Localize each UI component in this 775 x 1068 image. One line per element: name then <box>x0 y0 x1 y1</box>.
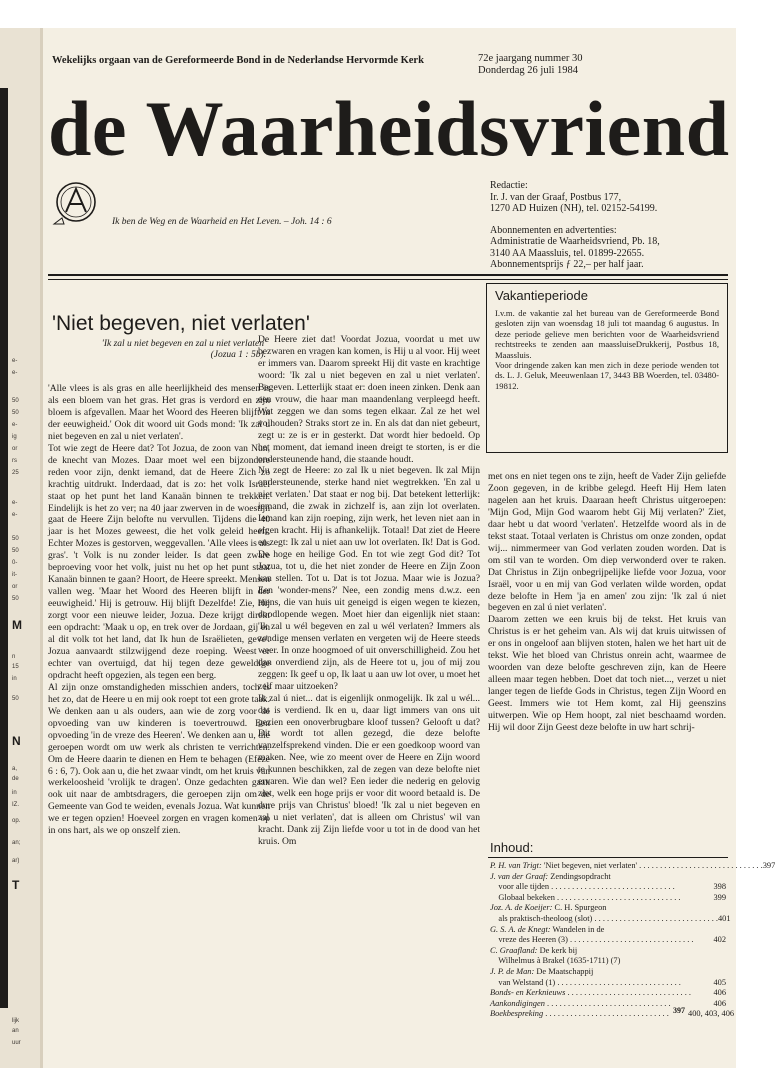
article-paragraph: Nu zegt de Heere: zo zal Ik u niet begeven. Ik zal Mijn ondersteunende, sterke hand niet wegtrekken. 'En zal u niet verlaten.' Dat staat er nog bij. Dat betekent letterlijk: iemand, die zwak in zichzelf is, aan zijn lot overlaten. Iemand kan zijn roeping, zijn werk, het leven niet aan in eigen kracht. Hij is afhankelijk. Totaal! Dat ziet de Heere en zegt: Ik zal u niet aan uw lot overlaten. Ik! Dat is God. De hoge en heilige God. En tot wie zegt God dit? Tot Jozua, tot u, die het niet zonder de Heere en Zijn Zoon kan stellen. Tot u. Dat is tot Jozua. Maar wie is Jozua? Een 'wonder-mens?' Nee, een zondig mens d.w.z. een mens, die van huis uit geneigd is eigen wegen te kiezen, doodlopende wegen. Moet hier dan eigenlijk niet staan: 'Ik zal u wél begeven en zal u wél verlaten? Immers als zondige mensen verlaten en vergeten wij de Heere steeds weer. In onze hoogmoed of uit onverschilligheid. Zou het dan onverdiend zijn, als de Heere tot u, jou of mij zou zeggen: Ik geef u op, Ik laat u aan uw lot over, u moet het zelf maar uitzoeken? <box>258 465 480 692</box>
toc-leader-dots: . . . . . . . . . . . . . . . . . . . . . . . . . . . . . . <box>567 935 694 945</box>
margin-fragment: in <box>12 790 17 796</box>
toc-entry <box>490 913 731 925</box>
toc-leader-dots: . . . . . . . . . . . . . . . . . . . . . . . . . . . . . . <box>544 998 671 1008</box>
margin-fragment: e- <box>12 422 18 428</box>
margin-fragment: 50 <box>12 548 19 554</box>
toc-entry-page: 406 <box>713 998 726 1008</box>
toc-entry-text <box>490 914 718 925</box>
margin-fragment: 50 <box>12 410 19 416</box>
margin-fragment: rs <box>12 458 17 464</box>
header-divider-thin <box>48 279 728 280</box>
toc-entry-title: voor alle tijden <box>490 882 550 892</box>
toc-entry-page: 398 <box>713 882 726 892</box>
redactie-label: Redactie: <box>490 180 528 191</box>
toc-entry-author: P. H. van Trigt: <box>490 861 542 870</box>
toc-entry-text <box>490 882 688 893</box>
toc-entry-text <box>490 903 688 914</box>
toc-leader-dots: . . . . . . . . . . . . . . . . . . . . . . . . . . . . . . <box>592 913 718 923</box>
toc-entry-title: Globaal bekeken <box>490 892 555 902</box>
redactie-line: Ir. J. van der Graaf, Postbus 177, <box>490 191 622 203</box>
epigraph-text: 'Ik zal u niet begeven en zal u niet verlaten' <box>101 339 266 349</box>
toc-entry-page: 402 <box>713 935 726 945</box>
toc-entry <box>490 978 726 989</box>
toc-entry-text <box>490 988 691 999</box>
page-edge-shadow <box>40 28 43 1068</box>
toc-entry-text <box>490 999 688 1010</box>
margin-fragment: 50 <box>12 596 19 602</box>
toc-divider <box>488 857 728 858</box>
toc-entry-text <box>490 946 688 957</box>
vacation-notice-box <box>486 283 728 453</box>
toc-entry-text <box>490 861 763 872</box>
toc-entry <box>490 1009 735 1020</box>
toc-entry <box>490 988 726 999</box>
page-number: 397 <box>673 1006 685 1015</box>
article-title: 'Niet begeven, niet verlaten' <box>52 312 310 335</box>
issue-info <box>478 53 582 77</box>
toc-entry-title: Wandelen in de <box>550 924 605 934</box>
abonnementen-line: 3140 AA Maassluis, tel. 01899-22655. <box>490 247 645 259</box>
margin-fragment: op. <box>12 818 21 824</box>
toc-leader-dots: . . . . . . . . . . . . . . . . . . . . . . . . . . . . . . <box>554 892 681 902</box>
margin-fragment: 25 <box>12 470 19 476</box>
toc-entry-author: J. P. de Man: <box>490 966 535 976</box>
article-paragraph: met ons en niet tegen ons te zijn, heeft de Vader Zijn geliefde Zoon gegeven, in de kribbe gelegd. Heeft Hij Hem laten nagelen aan het kruis. Daaraan heeft Christus uitgeroepen: 'Mijn God, Mijn God waarom hebt Gij Mij verlaten?' Ziet, daar hebt u dat woord 'verlaten'. Hetzelfde woord als in de tekst staat. Totaal verlaten is Christus om onze zonden, opdat wij... nimmermeer van God verlaten zouden worden. Dat is om stil van te worden. Om diep verwonderd over te raken. Dat Christus in Zijn onbegrijpelijke liefde voor Jozua, voor Israël, voor u en mij van God verlaten wilde worden, opdat deze belofte in Hem 'ja en amen' zou zijn: 'Ik zal ú niet begeven en zal ú niet verlaten'. <box>488 471 726 614</box>
redactie-line: 1270 AD Huizen (NH), tel. 02152-54199. <box>490 203 658 214</box>
toc-entry <box>490 967 726 978</box>
toc-leader-dots: . . . . . . . . . . . . . . . . . . . . . . . . . . . . . . <box>549 882 675 892</box>
toc-entry <box>490 903 726 914</box>
toc-entry-author: Aankondigingen <box>490 998 545 1008</box>
margin-fragment: uur <box>12 1040 21 1046</box>
toc-leader-dots: . . . . . . . . . . . . . . . . . . . . . . . . . . . . . . <box>637 861 763 870</box>
margin-fragment: a, <box>12 766 18 772</box>
article-paragraph: Tot wie zegt de Heere dat? Tot Jozua, de zoon van Nun, de knecht van Mozes. Daar moet wel een bijzondere reden voor zijn, denkt iemand, dat de Heere Zich zo krachtig uitdrukt. Inderdaad, dat is zo: het volk Israël staat op het punt het land Kanaän binnen te trekken. Eindelijk is het zo ver; na 40 jaar zwerven in de woestijn gaat de Heere Zijn belofte nu vervullen. Tijdens die 40 jaar is het Mozes geweest, die het volk geleid heeft. Echter Mozes is gestorven, weggevallen. 'Alle vlees is als gras'. 't Volk is nu zonder leider. Is dat geen zware beproeving voor het volk, juist nu het op het punt staat Kanaän binnen te gaan? Hoort, de Heere spreekt. Mensen vallen weg. 'Maar het Woord des Heeren blijft in der eeuwigheid.' Hij is getrouw. Hij blijft Dezelfde! Zie, Hij zorgt voor een nieuwe leider, Jozua. Deze krijgt direkt een opdracht: 'Maak u op, en trek over de Jordaan, gij en al dit volk tot het land, dat Ik hun de Israëlieten, geve'. Jozua aanvaardt stilzwijgend deze roeping. Weest er echter van overtuigd, dat hij tegen deze geweldige opdracht heeft opgezien, als tegen een berg. <box>48 442 270 681</box>
article-epigraph <box>90 339 266 361</box>
toc-entry-page: 406 <box>713 988 726 998</box>
margin-fragment: it- <box>12 572 17 578</box>
article-column-2 <box>258 334 480 848</box>
abonnementen-label: Abonnementen en advertenties: <box>490 224 617 236</box>
margin-fragment: 50 <box>12 536 19 542</box>
issue-volume: 72e jaargang nummer 30 <box>478 53 583 64</box>
toc-entry-text <box>490 1009 688 1020</box>
margin-fragment: e- <box>12 500 18 506</box>
margin-fragment: or <box>12 446 18 452</box>
toc-entry-text <box>490 925 688 936</box>
motto: Ik ben de Weg en de Waarheid en Het Leven. – Joh. 14 : 6 <box>112 217 332 227</box>
toc-entry-author: C. Graafland: <box>490 945 538 955</box>
toc-entry-title: Wilhelmus à Brakel (1635-1711) (7) <box>490 956 621 966</box>
margin-fragment: in <box>12 676 17 682</box>
abonnementen-price: Abonnementsprijs ƒ 22,– per half jaar. <box>490 259 644 270</box>
article-column-3 <box>488 471 726 734</box>
toc-title: Inhoud: <box>490 840 534 855</box>
toc-entry-author: Boekbespreking <box>490 1009 544 1019</box>
epigraph-reference: (Jozua 1 : 5b). <box>210 350 266 360</box>
article-paragraph: Al zijn onze omstandigheden misschien anders, toch is het zo, dat de Heere u en mij ook roept tot een grote taak. We denken aan u als ouders, aan wie de zorg voor de opvoeding van uw kinderen is toevertrouwd. Een opvoeding 'in de vreze des Heeren'. We denken aan u, die geroepen wordt om uw werk als christen te verrichten. Om de Heere daarin te dienen en Hem te behagen (Efeze 6 : 6, 7). Ook aan u, die het zwaar vindt, om het kruis van werkeloosheid 'vrolijk te dragen'. Onze gedachten gaan ook uit naar de ambtsdragers, die geroepen zijn om de Gemeente van God te weiden, evenals Jozua. Wat kunnen we er tegen opzien! Hoeveel zorgen en vragen komen op in ons hart, als we op onszelf zien. <box>48 681 270 837</box>
margin-fragment: an <box>12 1028 19 1034</box>
toc-entry-text <box>490 967 688 978</box>
toc-entry <box>490 893 726 904</box>
margin-fragment: n <box>12 654 16 660</box>
toc-entry-page: 400, 403, 406 <box>688 1009 735 1019</box>
margin-fragment: e- <box>12 370 18 376</box>
margin-fragment: N <box>12 734 21 748</box>
toc-entry-text <box>490 935 694 946</box>
vacation-notice-text: Voor dringende zaken kan men zich in deze periode wenden tot ds. L. J. Geluk, Meeuwenlaan 17, 3443 BB Woerden, tel. 03480-19812. <box>495 360 719 391</box>
margin-fragment: e- <box>12 512 18 518</box>
toc-entry-author: G. S. A. de Knegt: <box>490 924 551 934</box>
toc-entry-title: van Welstand (1) <box>490 977 556 987</box>
toc-entry-text <box>490 872 688 883</box>
toc-entry-author: J. van der Graaf: <box>490 871 549 881</box>
article-column-1 <box>48 383 270 837</box>
vacation-notice-body <box>495 308 719 391</box>
toc-entry-text <box>490 893 688 904</box>
toc-entry-author: Bonds- en Kerknieuws <box>490 988 566 998</box>
toc-entry-title: Zendingsopdracht <box>548 871 611 881</box>
adjacent-page-margin <box>0 28 40 1068</box>
table-of-contents <box>490 861 775 1020</box>
toc-entry <box>490 925 726 936</box>
toc-entry <box>490 861 775 872</box>
margin-fragment: e- <box>12 358 18 364</box>
tagline: Wekelijks orgaan van de Gereformeerde Bond in de Nederlandse Hervormde Kerk <box>52 55 424 66</box>
margin-fragment: de <box>12 776 19 782</box>
vacation-notice-title: Vakantieperiode <box>495 288 588 303</box>
abonnementen-line: Administratie de Waarheidsvriend, Pb. 18, <box>490 236 660 247</box>
toc-leader-dots: . . . . . . . . . . . . . . . . . . . . . . . . . . . . . . <box>543 1009 669 1019</box>
margin-fragment: M <box>12 618 22 632</box>
toc-entry-page: 397 <box>762 861 775 870</box>
margin-fragment: 15 <box>12 664 19 670</box>
toc-entry-page: 405 <box>713 977 726 987</box>
article-paragraph: De Heere ziet dat! Voordat Jozua, voordat u met uw bezwaren en vragen kan komen, is Hij u al voor. Hij weet er immers van. Daarom spreekt Hij dit vaste en krachtige woord: 'Ik zal u niet begeven en zal u niet verlaten'. Begeven. Letterlijk staat er: doen ineen zinken. Denk aan een vrouw, die haar man maandenlang verpleegd heeft. Wat zeggen we dan soms tegen elkaar. Zal ze het wel volhouden? Straks stort ze in. En als dat dan niet gebeurt, zegt u: ze is er in gesterkt. Dat wordt hier bedoeld. Op het moment, dat iemand ineen dreigt te storten, is er die ondersteunende hand, die staande houdt. <box>258 334 480 465</box>
article-paragraph: Ik zal ú niet... dat is eigenlijk onmogelijk. Ik zal u wél... dat is verdiend. Ik en u, daar ligt immers van ons uit gezien een onoverbrugbare kloof tussen? Gelooft u dat? Dit wordt tot allen gezegd, die deze belofte vanzelfsprekend vinden. Die er een goedkoop woord van maken. Nee, wie zo meent over de Heere en Zijn woord te kunnen beschikken, zal de zegen van deze belofte niet ervaren. Wie dan wel? Een ieder die nederig en gelovig ziet, welk een hoge prijs er voor dit woord betaald is. De dure prijs van Christus' bloed! 'Ik zal u niet begeven en zal u niet verlaten', dat is alleen om Christus' wil van kracht. Dank zij Zijn liefde voor u tot in de dood van het kruis. Om <box>258 692 480 848</box>
margin-fragment: 50 <box>12 398 19 404</box>
toc-entry <box>490 872 726 883</box>
toc-entry-author: Joz. A. de Koeijer: <box>490 903 553 913</box>
toc-entry-page: 401 <box>717 913 731 923</box>
article-paragraph: 'Alle vlees is als gras en alle heerlijkheid des mensen is als een bloem van het gras. Het gras is verdord en zijn bloem is afgevallen. Maar het Woord des Heeren blijft in der eeuwigheid.' Ook dit woord uit Gods mond: 'Ik zal u niet begeven en zal u niet verlaten'. <box>48 383 270 442</box>
toc-entry <box>490 956 726 967</box>
margin-fragment: ig <box>12 434 17 440</box>
redactie-info <box>490 180 730 271</box>
margin-fragment: 50 <box>12 696 19 702</box>
article-paragraph: Daarom zetten we een kruis bij de tekst. Het kruis van Christus is er het geheim van. Als wij dat kruis uitwissen of er ons in ongeloof aan blijven stoten, halen we het hart uit de tekst. Wie het bloed van Christus onrein acht, waarmee de woorden van deze belofte geschreven zijn, kan de Heere alleen maar tegen hebben. Doet dat toch niet..., verzet u niet langer tegen de liefde Gods in Christus, tegen Zijn Woord en Geest. Immers wie tot Hem komt, zal Hij geenszins uitwerpen. Wie op Hem hoopt, zal niet beschaamd worden. Hij wil door Zijn Geest deze belofte in uw hart schrij- <box>488 614 726 734</box>
header-divider <box>48 274 728 276</box>
toc-entry-title: als praktisch-theoloog (slot) <box>490 913 593 923</box>
margin-fragment: or <box>12 584 18 590</box>
toc-leader-dots: . . . . . . . . . . . . . . . . . . . . . . . . . . . . . . <box>565 988 691 998</box>
toc-entry-page: 399 <box>713 892 726 902</box>
margin-fragment: ar) <box>12 858 20 864</box>
vacation-notice-text: I.v.m. de vakantie zal het bureau van de Gereformeerde Bond gesloten zijn van woensdag 18 juli tot maandag 6 augustus. In deze periode gelieve men berichten voor de Waarheidsvriend rechtstreeks te zenden aan maassluiseDrukkerij, Postbus 18, Maassluis. <box>495 308 719 360</box>
toc-entry-title: vreze des Heeren (3) <box>490 935 568 945</box>
toc-entry <box>490 999 726 1010</box>
masthead-title: de Waarheidsvriend <box>48 85 730 172</box>
toc-entry <box>490 935 726 946</box>
margin-fragment: T <box>12 878 20 892</box>
issue-date: Donderdag 26 juli 1984 <box>478 65 579 76</box>
toc-entry-title: De Maatschappij <box>534 966 594 976</box>
toc-entry-title: C. H. Spurgeon <box>552 903 607 913</box>
toc-entry <box>490 946 726 957</box>
adjacent-page-rule <box>0 88 8 1008</box>
margin-fragment: 0- <box>12 560 18 566</box>
toc-leader-dots: . . . . . . . . . . . . . . . . . . . . . . . . . . . . . . <box>555 977 681 987</box>
toc-entry-text <box>490 978 688 989</box>
toc-entry-title: 'Niet begeven, niet verlaten' <box>541 861 638 870</box>
margin-fragment: an; <box>12 840 21 846</box>
toc-entry-title: De kerk bij <box>537 945 578 955</box>
margin-fragment: IZ. <box>12 802 19 808</box>
toc-entry <box>490 882 726 893</box>
margin-fragment: lijk <box>12 1018 19 1024</box>
alpha-omega-logo-icon <box>52 180 100 228</box>
newspaper-page <box>40 28 775 1068</box>
toc-entry-text <box>490 956 688 967</box>
